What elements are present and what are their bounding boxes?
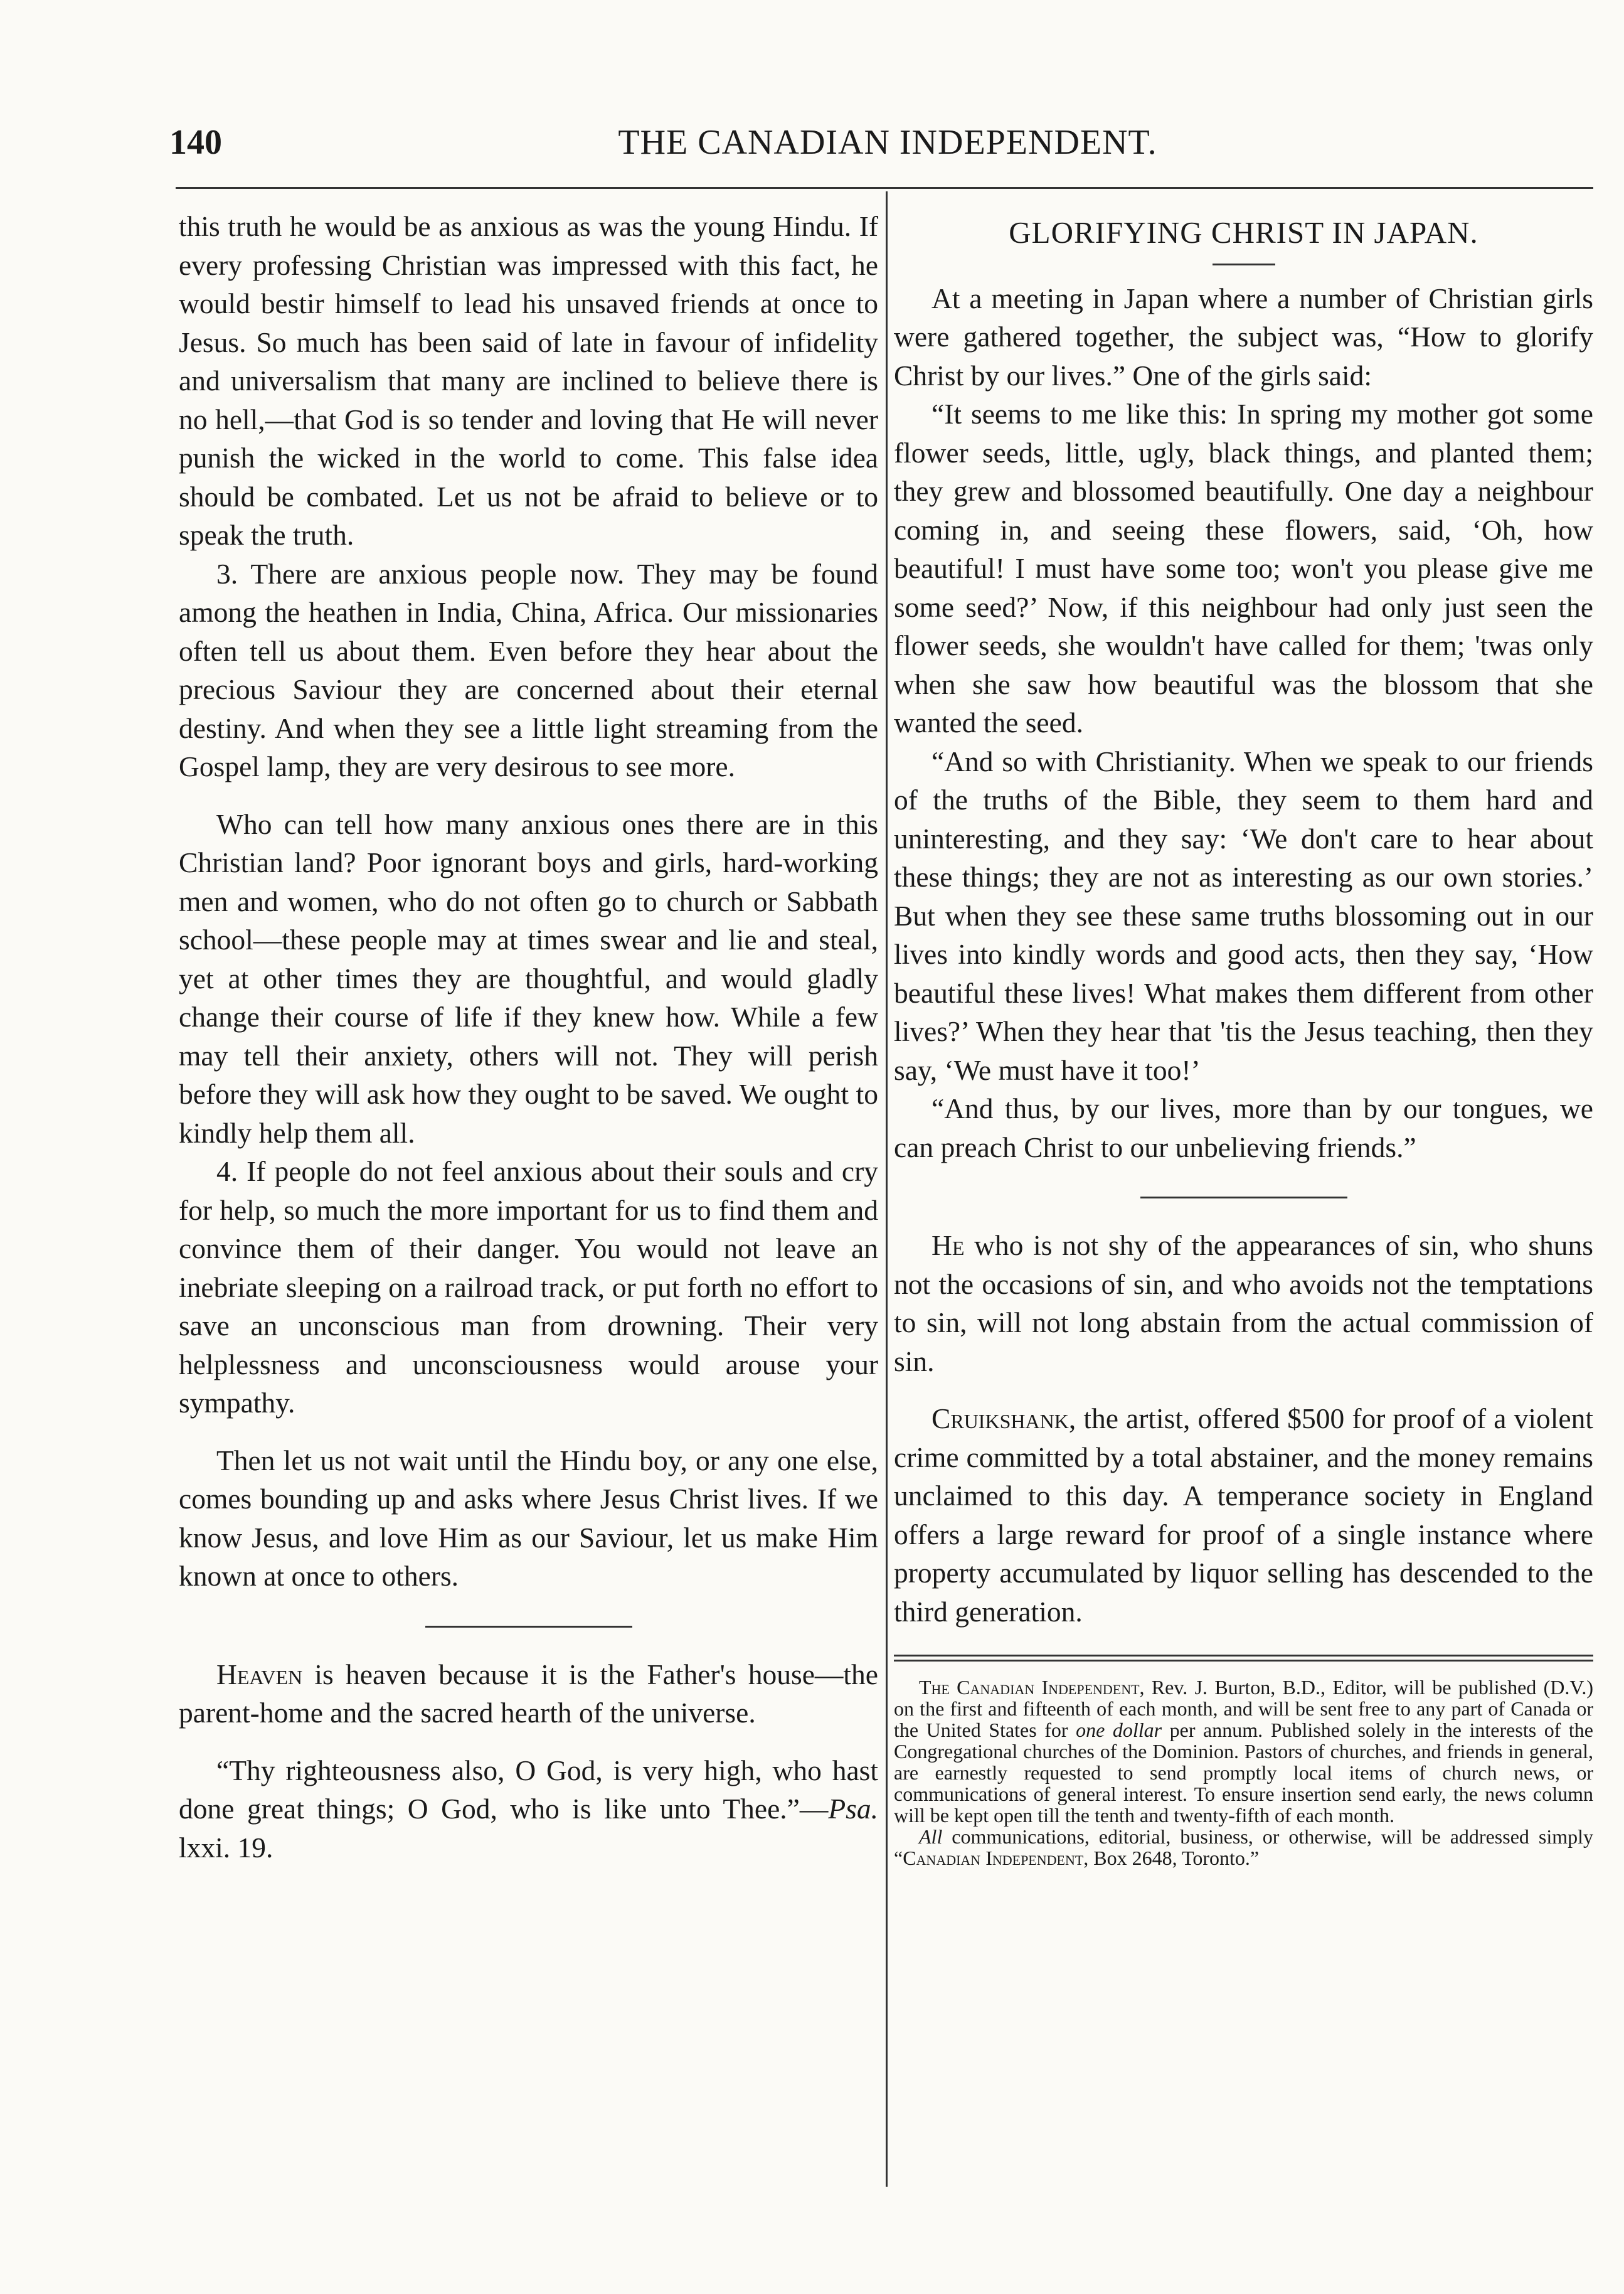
header-rule	[176, 187, 1593, 189]
page-header	[169, 116, 1606, 173]
lead-word: He	[931, 1229, 965, 1261]
publisher-notice	[894, 1677, 1593, 1869]
article-title: GLORIFYING CHRIST IN JAPAN.	[1009, 215, 1478, 250]
paragraph: this truth he would be as anxious as was the young Hindu. If every professing Christian was impressed with this fact, he would bestir himself to lead his unsaved friends at once to Jesus. So much has been said of late in favour of infidelity and universalism that many are inclined to believe there is no hell,—that God is so tender and loving that He will never punish the wicked in the world to come. This false idea should be combated. Let us not be afraid to believe or to speak the truth.	[179, 210, 878, 551]
paragraph: “And so with Christianity. When we speak to our friends of the truths of the Bible, they seem to them hard and uninteresting, and they say: ‘We don't care to hear about these things; they are not as interesting as our own stories.’ But when they see these same truths blossoming out in our lives into kindly words and good acts, then they say, ‘How beautiful these lives! What makes them different from other lives?’ When they hear that 'tis the Jesus teaching, then they say, ‘We must have it too!’	[894, 745, 1593, 1086]
section-rule	[425, 1626, 632, 1628]
paragraph: Who can tell how many anxious ones there are in this Christian land? Poor ignorant boys and girls, hard-working men and women, who do not often go to church or Sabbath school—these people may at times swear and lie and steal, yet at other times they are thoughtful, and would gladly change their course of life if they knew how. While a few may tell their anxiety, others will not. They will perish before they will ask how they ought to be saved. We ought to kindly help them all.	[179, 808, 878, 1149]
column-divider	[886, 191, 888, 2187]
scripture-ref: Psa.	[828, 1793, 878, 1825]
lead-word: Heaven	[216, 1658, 303, 1690]
right-column	[894, 207, 1593, 1869]
cruikshank-item: Cruikshank, the artist, offered $500 for proof of a violent crime committed by a total abstainer, and the money remains unclaimed to this day. A temperance society in England offers a large reward for proof of a single instance where property accumulated by liquor selling has descended to the third generation.	[894, 1402, 1593, 1628]
lead-word: Cruikshank	[931, 1402, 1069, 1434]
notice-paragraph: All communications, editorial, business, or otherwise, will be addressed simply “Canadian Independent, Box 2648, Toronto.”	[894, 1825, 1593, 1869]
paragraph: At a meeting in Japan where a number of Christian girls were gathered together, the subject was, “How to glorify Christ by our lives.” One of the girls said:	[894, 282, 1593, 392]
left-column	[179, 207, 878, 1867]
journal-title: THE CANADIAN INDEPENDENT.	[618, 123, 1157, 162]
page-number: 140	[169, 123, 222, 162]
heaven-item: Heaven is heaven because it is the Father's house—the parent-home and the sacred hearth of the universe.	[179, 1658, 878, 1729]
section-rule	[1140, 1197, 1347, 1198]
psalm-quote: “Thy righteousness also, O God, is very high, who hast done great things; O God, who is like unto Thee.”—Psa. lxxi. 19.	[179, 1754, 878, 1864]
notice-paragraph: The Canadian Independent, Rev. J. Burton, B.D., Editor, will be published (D.V.) on the first and fifteenth of each month, and will be sent free to any part of Canada or the United States for one dollar per annum. Published solely in the interests of the Congregational churches of the Dominion. Pastors of churches, and friends in general, are earnestly requested to send promptly local items of church news, or communications of general interest. To ensure insertion send early, the news column will be kept open till the tenth and twenty-fifth of each month.	[894, 1676, 1594, 1827]
shy-item: He who is not shy of the appearances of sin, who shuns not the occasions of sin, and who avoids not the temptations to sin, will not long abstain from the actual commission of sin.	[894, 1229, 1593, 1377]
paragraph: Then let us not wait until the Hindu boy, or any one else, comes bounding up and asks where Jesus Christ lives. If we know Jesus, and love Him as our Saviour, let us make Him known at once to others.	[179, 1444, 878, 1592]
notice-rule	[894, 1655, 1593, 1662]
paragraph: 3. There are anxious people now. They may be found among the heathen in India, China, Africa. Our missionaries often tell us about them. Even before they hear about the precious Saviour they are concerned about their eternal destiny. And when they see a little light streaming from the Gospel lamp, they are very desirous to see more.	[179, 557, 878, 782]
paragraph: 4. If people do not feel anxious about their souls and cry for help, so much the more important for us to find them and convince them of their danger. You would not leave an inebriate sleeping on a railroad track, or put forth no effort to save an unconscious man from drowning. Their very helplessness and unconsciousness would arouse your sympathy.	[179, 1155, 878, 1419]
paragraph: “It seems to me like this: In spring my mother got some flower seeds, little, ugly, black things, and planted them; they grew and blossomed beautifully. One day a neighbour coming in, and seeing these flowers, said, ‘Oh, how beautiful! I must have some too; won't you please give me some seed?’ Now, if this neighbour had only just seen the flower seeds, she wouldn't have called for them; 'twas only when she saw how beautiful was the blossom that she wanted the seed.	[894, 398, 1593, 739]
paragraph: “And thus, by our lives, more than by our tongues, we can preach Christ to our unbelieving friends.”	[894, 1092, 1593, 1163]
title-rule	[1213, 264, 1275, 265]
